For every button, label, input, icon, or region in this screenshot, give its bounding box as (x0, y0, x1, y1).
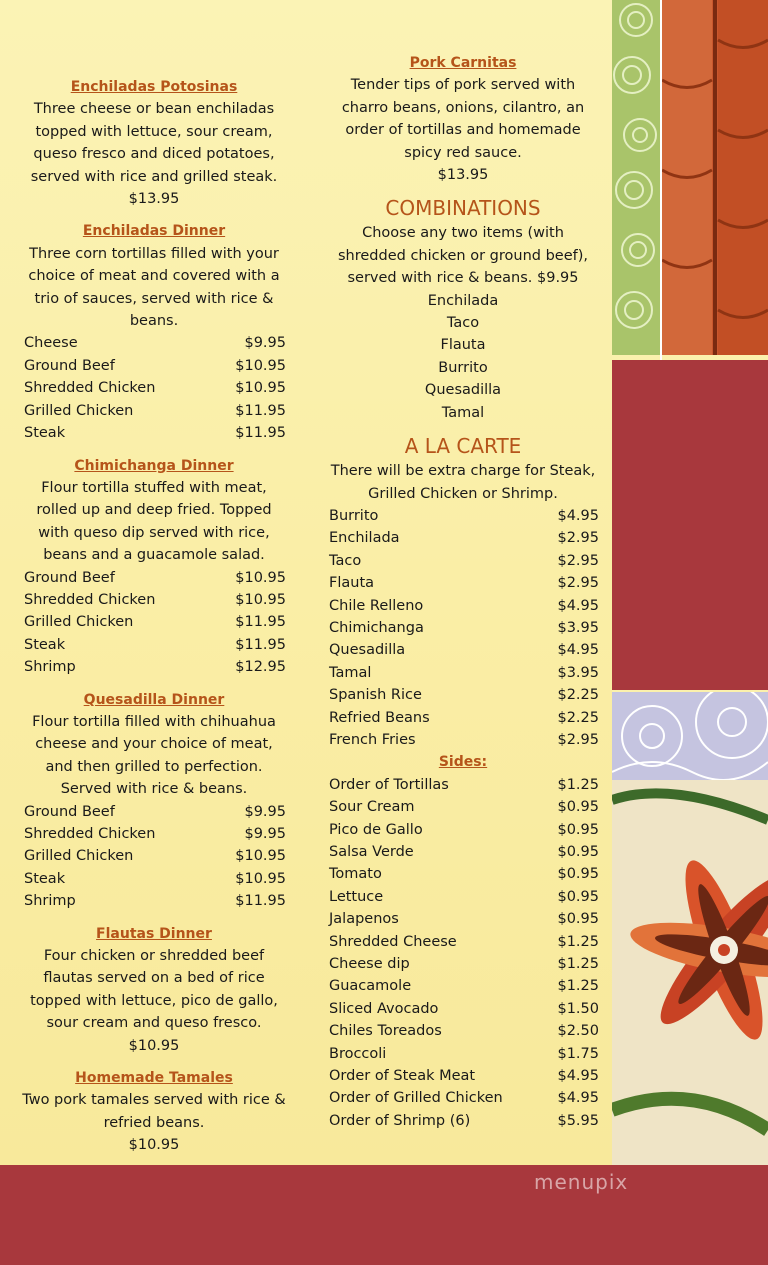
menu-row (327, 1065, 599, 1087)
menu-row (327, 796, 599, 818)
item-price: $4.95 (557, 1068, 599, 1085)
item-name: Tomato (329, 866, 382, 883)
item-price: $10.95 (235, 848, 286, 865)
roof-tile-icon (662, 0, 768, 355)
chimichanga-dinner-desc: Flour tortilla stuffed with meat, rolled up and deep fried. Topped with queso dip served with rice, beans and a guacamole salad. (36, 479, 272, 564)
menu-row (327, 684, 599, 706)
menu-row (327, 572, 599, 594)
item-price: $11.95 (235, 614, 286, 631)
menu-row (327, 819, 599, 841)
menu-row (327, 639, 599, 661)
menu-row (327, 729, 599, 751)
swirl-pattern-icon (612, 0, 660, 355)
menu-row (327, 662, 599, 684)
item-price: $2.95 (557, 552, 599, 569)
item-price: $2.95 (557, 530, 599, 547)
flautas-dinner-title: Flautas Dinner (96, 925, 212, 942)
item-price: $1.25 (557, 956, 599, 973)
item-name: Taco (329, 552, 362, 569)
enchiladas-potosinas-title: Enchiladas Potosinas (70, 79, 238, 95)
flower-icon (612, 780, 768, 1165)
item-name: Chimichanga (329, 619, 424, 636)
menu-row (22, 845, 286, 867)
item-name: Broccoli (329, 1045, 387, 1062)
list-item: Burrito (438, 359, 488, 376)
item-price: $4.95 (557, 1090, 599, 1107)
item-name: Lettuce (329, 888, 384, 905)
item-price: $10.95 (235, 357, 286, 374)
item-price: $0.95 (557, 911, 599, 928)
list-item: Quesadilla (424, 382, 502, 399)
menu-row (327, 707, 599, 729)
item-price: $0.95 (557, 888, 599, 905)
homemade-tamales-desc: Two pork tamales served with rice & refried beans. (22, 1092, 286, 1131)
item-name: Steak (24, 636, 66, 653)
list-item: Tamal (441, 404, 485, 421)
menu-row (327, 550, 599, 572)
menu-row (22, 801, 286, 823)
item-name: Ground Beef (24, 569, 115, 586)
enchiladas-potosinas-price: $13.95 (128, 191, 180, 208)
menu-row (327, 841, 599, 863)
item-name: Sour Cream (329, 799, 415, 816)
item-name: Grilled Chicken (24, 848, 134, 865)
list-item: Enchilada (427, 292, 499, 309)
item-name: Refried Beans (329, 709, 430, 726)
pork-carnitas-title: Pork Carnitas (409, 55, 517, 71)
homemade-tamales-price: $10.95 (128, 1137, 180, 1154)
item-price: $11.95 (235, 425, 286, 442)
menu-row (22, 589, 286, 611)
item-price: $1.25 (557, 978, 599, 995)
item-name: Shredded Chicken (24, 591, 156, 608)
menu-row (327, 931, 599, 953)
menu-row (327, 975, 599, 997)
item-name: Quesadilla (329, 642, 406, 659)
item-name: Jalapenos (329, 911, 399, 928)
item-price: $1.75 (557, 1045, 599, 1062)
item-price: $2.95 (557, 731, 599, 748)
item-price: $3.95 (557, 619, 599, 636)
enchiladas-dinner-desc: Three corn tortillas filled with your choice of meat and covered with a trio of sauces, served with rice & beans. (28, 245, 280, 330)
item-price: $0.95 (557, 866, 599, 883)
flautas-dinner-price: $10.95 (128, 1037, 180, 1054)
menu-row (327, 1020, 599, 1042)
item-price: $5.95 (557, 1112, 599, 1129)
a-la-carte-title: A LA CARTE (404, 434, 522, 459)
item-name: Pico de Gallo (329, 821, 423, 838)
menu-row (22, 332, 286, 354)
menu-row (327, 774, 599, 796)
menu-row (327, 953, 599, 975)
item-name: Order of Steak Meat (329, 1068, 476, 1085)
item-name: Tamal (329, 664, 372, 681)
menu-row (22, 656, 286, 678)
item-name: Grilled Chicken (24, 402, 134, 419)
red-panel (612, 360, 768, 690)
item-price: $9.95 (244, 335, 286, 352)
middle-column (327, 52, 599, 1132)
item-price: $2.50 (557, 1023, 599, 1040)
quesadilla-dinner-title: Quesadilla Dinner (83, 691, 225, 708)
menu-row (327, 1087, 599, 1109)
item-price: $4.95 (557, 507, 599, 524)
item-price: $2.25 (557, 687, 599, 704)
flower-outline-icon (612, 692, 768, 780)
menu-row (22, 400, 286, 422)
item-price: $10.95 (235, 591, 286, 608)
quesadilla-dinner-desc: Flour tortilla filled with chihuahua cheese and your choice of meat, and then grilled to perfection. Served with rice & beans. (32, 713, 276, 798)
item-name: Guacamole (329, 978, 412, 995)
menu-row (22, 355, 286, 377)
item-price: $12.95 (235, 659, 286, 676)
item-name: Shrimp (24, 659, 76, 676)
item-price: $11.95 (235, 893, 286, 910)
green-swirl-panel (612, 0, 660, 355)
item-name: French Fries (329, 731, 416, 748)
item-name: Ground Beef (24, 803, 115, 820)
divider-line (660, 0, 662, 380)
item-name: Chile Relleno (329, 597, 424, 614)
item-name: Sliced Avocado (329, 1000, 439, 1017)
menu-row (327, 863, 599, 885)
menu-row (327, 595, 599, 617)
item-name: Spanish Rice (329, 687, 422, 704)
homemade-tamales-title: Homemade Tamales (75, 1070, 233, 1087)
item-name: Cheese (24, 335, 78, 352)
item-price: $10.95 (235, 380, 286, 397)
item-name: Order of Tortillas (329, 776, 449, 793)
menu-row (22, 823, 286, 845)
item-price: $4.95 (557, 597, 599, 614)
item-name: Ground Beef (24, 357, 115, 374)
sides-title: Sides: (438, 754, 488, 771)
item-name: Shredded Chicken (24, 380, 156, 397)
menu-row (22, 377, 286, 399)
item-price: $9.95 (244, 826, 286, 842)
menu-row (22, 634, 286, 656)
flautas-dinner-desc: Four chicken or shredded beef flautas served on a bed of rice topped with lettuce, pico de gallo, sour cream and queso fresco. (30, 948, 278, 1032)
menu-row (327, 1110, 599, 1132)
menu-row (327, 998, 599, 1020)
item-name: Order of Shrimp (6) (329, 1112, 471, 1129)
item-name: Shredded Chicken (24, 826, 156, 842)
menu-row (22, 868, 286, 890)
pork-carnitas-price: $13.95 (437, 167, 489, 184)
a-la-carte-desc: There will be extra charge for Steak, Grilled Chicken or Shrimp. (330, 463, 596, 502)
list-item: Taco (446, 315, 480, 332)
item-name: Order of Grilled Chicken (329, 1090, 503, 1107)
enchiladas-potosinas-desc: Three cheese or bean enchiladas topped with lettuce, sour cream, queso fresco and diced potatoes, served with rice and grilled steak. (30, 101, 278, 185)
item-price: $11.95 (235, 402, 286, 419)
watermark-text: menupix (534, 1170, 629, 1194)
item-price: $2.25 (557, 709, 599, 726)
item-price: $0.95 (557, 821, 599, 838)
item-name: Grilled Chicken (24, 614, 134, 631)
item-price: $1.50 (557, 1000, 599, 1017)
menu-row (327, 617, 599, 639)
menu-row (327, 908, 599, 930)
item-name: Enchilada (329, 530, 400, 547)
item-name: Steak (24, 870, 66, 887)
item-name: Chiles Toreados (329, 1023, 442, 1040)
item-price: $3.95 (557, 664, 599, 681)
item-price: $10.95 (235, 569, 286, 586)
item-name: Steak (24, 425, 66, 442)
item-price: $10.95 (235, 870, 286, 887)
item-price: $2.95 (557, 575, 599, 592)
menu-row (22, 611, 286, 633)
menu-row (22, 890, 286, 912)
list-item: Flauta (440, 337, 486, 354)
combinations-title: COMBINATIONS (385, 196, 541, 221)
item-name: Shredded Cheese (329, 933, 457, 950)
menu-row (327, 527, 599, 549)
chimichanga-dinner-title: Chimichanga Dinner (74, 457, 234, 474)
item-name: Flauta (329, 575, 375, 592)
item-name: Burrito (329, 507, 379, 524)
menu-row (22, 567, 286, 589)
item-name: Shrimp (24, 893, 76, 910)
footer-band (0, 1165, 768, 1265)
item-price: $9.95 (244, 803, 286, 820)
item-name: Salsa Verde (329, 844, 414, 860)
flower-art-panel (612, 780, 768, 1165)
lilac-pattern-panel (612, 692, 768, 780)
pork-carnitas-desc: Tender tips of pork served with charro beans, onions, cilantro, an order of tortillas and homemade spicy red sauce. (341, 77, 585, 161)
enchiladas-dinner-title: Enchiladas Dinner (82, 223, 226, 240)
menu-row (327, 505, 599, 527)
item-price: $1.25 (557, 933, 599, 950)
roof-tile-panel (662, 0, 768, 355)
menu-row (327, 886, 599, 908)
menu-row (22, 422, 286, 444)
item-price: $0.95 (557, 799, 599, 816)
item-price: $11.95 (235, 636, 286, 653)
left-column (22, 76, 286, 1157)
item-price: $4.95 (557, 642, 599, 659)
combinations-desc: Choose any two items (with shredded chicken or ground beef), served with rice & beans. $9.95 (338, 225, 588, 287)
item-name: Cheese dip (329, 956, 410, 973)
item-price: $0.95 (557, 844, 599, 860)
menu-row (327, 1043, 599, 1065)
item-price: $1.25 (557, 776, 599, 793)
